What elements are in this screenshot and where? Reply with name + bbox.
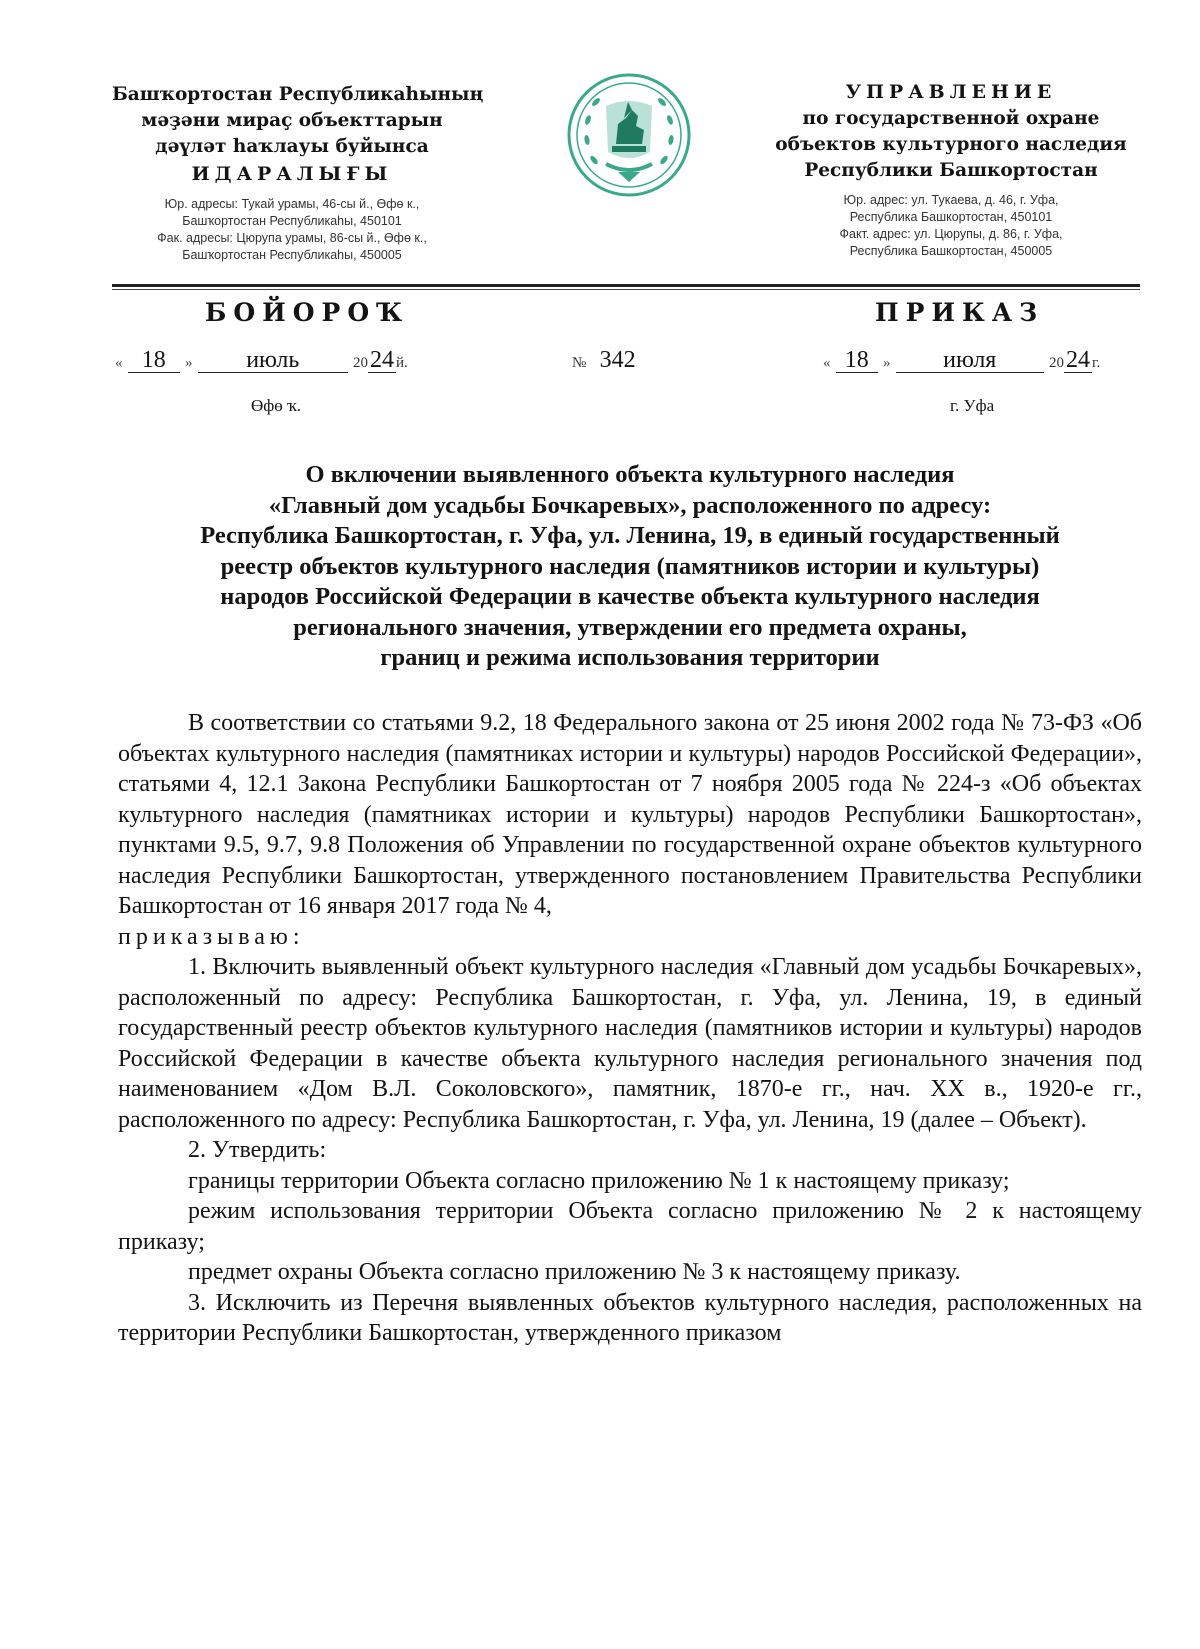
left-org-line-2: мәҙәни мираҫ объекттарын: [141, 110, 443, 131]
preamble-paragraph: В соответствии со статьями 9.2, 18 Федерального закона от 25 июня 2002 года № 73-ФЗ «Об объектах культурного наследия (памятниках истории и культуры) народов Российской Федерации», статьями 4, 12.1 Закона Республики Башкортостан от 7 ноября 2005 года № 224-з «Об объектах культурного наследия (памятниках истории и культуры) народов Республики Башкортостан», пунктами 9.5, 9.7, 9.8 Положения об Управлении по государственной охране объектов культурного наследия Республики Башкортостан, утвержденного постановлением Правительства Республики Башкортостан от 16 января 2017 года № 4,: [118, 710, 1142, 919]
right-org-name: УПРАВЛЕНИЕ: [845, 81, 1057, 103]
date-year-abbr: й.: [396, 355, 408, 371]
order-heading: [100, 460, 1160, 674]
letterhead-left: [112, 82, 484, 264]
right-org-line-1: по государственной охране: [802, 108, 1100, 129]
date-year-suffix: 24: [370, 347, 394, 373]
coat-of-arms-icon: [566, 72, 692, 198]
heading-line: границ и режима использования территории: [380, 644, 880, 671]
right-org-line-2: объектов культурного наследия: [775, 134, 1127, 155]
date-month: июль: [198, 348, 348, 373]
item-2-territory-bounds: границы территории Объекта согласно приложению № 1 к настоящему приказу;: [188, 1167, 1010, 1194]
heading-line: «Главный дом усадьбы Бочкаревых», расположенного по адресу:: [268, 491, 992, 519]
directive-text: приказываю:: [118, 923, 305, 950]
order-title-bashkir: БОЙОРОҠ: [205, 298, 410, 327]
date-year-suffix: 24: [1066, 347, 1090, 373]
order-body: [118, 708, 1142, 1349]
order-date-russian: [823, 348, 1100, 373]
date-year-prefix: 20: [353, 355, 368, 371]
right-address-line: Юр. адрес: ул. Тукаева, д. 46, г. Уфа,: [843, 193, 1059, 207]
letterhead: [0, 70, 1200, 270]
date-year-abbr: г.: [1092, 355, 1101, 371]
right-address-line: Факт. адрес: ул. Цюрупы, д. 86, г. Уфа,: [839, 227, 1063, 241]
quote-close: »: [185, 355, 193, 371]
right-address-line: Республика Башкортостан, 450005: [849, 244, 1053, 258]
quote-close: »: [883, 355, 891, 371]
right-org-line-3: Республики Башкортостан: [804, 160, 1098, 181]
left-address-line: Башҡортостан Республикаһы, 450101: [182, 214, 402, 228]
left-org-line-3: дәүләт һаҡлауы буйынса: [155, 136, 429, 157]
right-address: [760, 192, 1142, 260]
item-2-territory-regime: режим использования территории Объекта согласно приложению № 2 к настоящему приказу;: [118, 1198, 1142, 1255]
item-2-protection-subject: предмет охраны Объекта согласно приложению № 3 к настоящему приказу.: [188, 1259, 961, 1285]
order-title-russian: ПРИКАЗ: [875, 298, 1045, 327]
left-org-line-1: Башҡортостан Республикаһының: [112, 84, 484, 105]
order-date-bashkir: [115, 348, 408, 373]
item-1-paragraph: 1. Включить выявленный объект культурного наследия «Главный дом усадьбы Бочкаревых», расположенный по адресу: Республика Башкортостан, г. Уфа, ул. Ленина, 19, в единый государственный реестр объектов культурного наследия (памятников истории и культуры) народов Российской Федерации в качестве объекта культурного наследия регионального значения под наименованием «Дом В.Л. Соколовского», памятник, 1870-е гг., нач. XX в., 1920-е гг., расположенного по адресу: Республика Башкортостан, г. Уфа, ул. Ленина, 19 (далее – Объект).: [118, 954, 1142, 1133]
quote-open: «: [823, 355, 831, 371]
date-year-prefix: 20: [1049, 355, 1064, 371]
date-day: 18: [836, 348, 878, 373]
heading-line: народов Российской Федерации в качестве объекта культурного наследия: [220, 583, 1040, 610]
heading-line: О включении выявленного объекта культурного наследия: [305, 461, 955, 488]
header-divider-thick: [112, 284, 1140, 287]
left-org-name: ИДАРАЛЫҒЫ: [191, 163, 393, 185]
item-2-paragraph: 2. Утвердить:: [188, 1137, 327, 1163]
heading-line: Республика Башкортостан, г. Уфа, ул. Ленина, 19, в единый государственный: [200, 522, 1060, 549]
left-address-line: Башҡортостан Республикаһы, 450005: [182, 248, 402, 262]
left-address: [112, 196, 472, 264]
quote-open: «: [115, 355, 123, 371]
city-russian: г. Уфа: [950, 396, 995, 415]
date-month: июля: [896, 348, 1044, 373]
city-bashkir: Өфө ҡ.: [251, 396, 302, 415]
left-address-line: Юр. адресы: Тукай урамы, 46-сы й., Өфө к.,: [164, 197, 420, 211]
date-day: 18: [128, 348, 180, 373]
number-label: №: [572, 355, 587, 371]
right-address-line: Республика Башкортостан, 450101: [849, 210, 1053, 224]
header-divider-thin: [112, 289, 1140, 290]
order-number: [572, 348, 636, 373]
letterhead-right: [760, 78, 1142, 260]
heading-line: регионального значения, утверждении его предмета охраны,: [293, 613, 967, 641]
heading-line: реестр объектов культурного наследия (памятников истории и культуры): [220, 552, 1040, 580]
item-3-paragraph: 3. Исключить из Перечня выявленных объектов культурного наследия, расположенных на территории Республики Башкортостан, утвержденного приказом: [118, 1289, 1142, 1346]
number-value: 342: [599, 347, 636, 373]
left-address-line: Фак. адресы: Цюрупа урамы, 86-сы й., Өфө к.,: [157, 231, 427, 245]
